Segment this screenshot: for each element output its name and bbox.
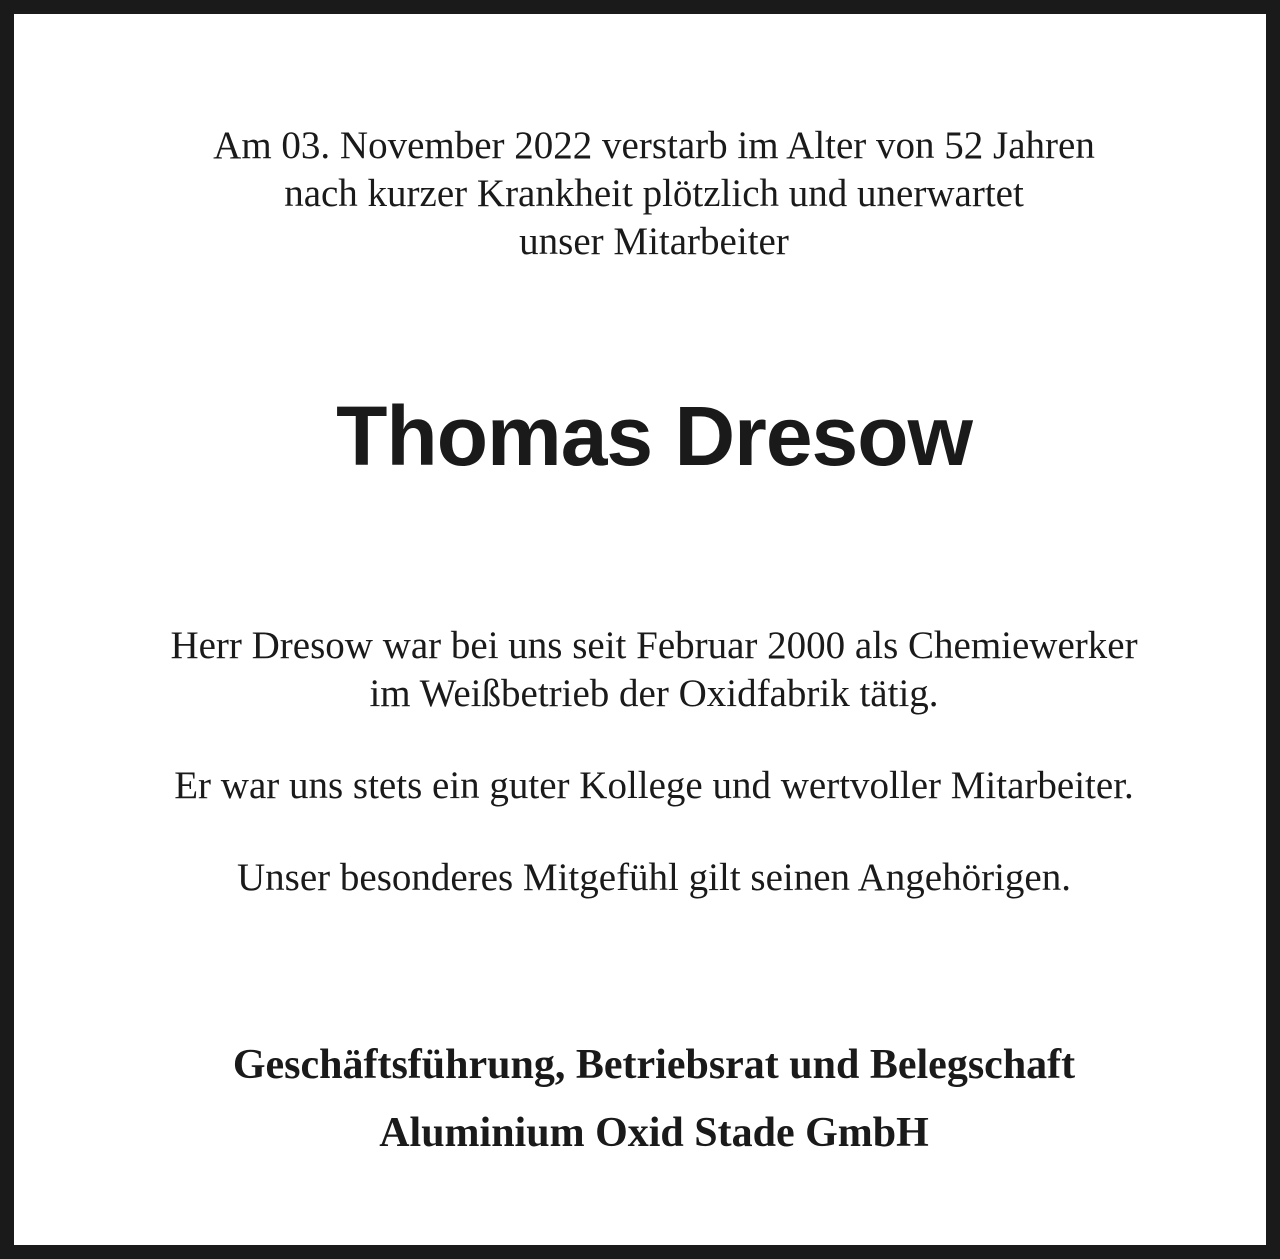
body-line-3: Er war uns stets ein guter Kollege und wertvoller Mitarbeiter.: [174, 764, 1134, 807]
deceased-name: Thomas Dresow: [336, 389, 972, 483]
body-line-1: Herr Dresow war bei uns seit Februar 2000 als Chemiewerker: [170, 624, 1138, 667]
intro-line-3: unser Mitarbeiter: [519, 220, 789, 263]
intro-line-1: Am 03. November 2022 verstarb im Alter von 52 Jahren: [213, 124, 1095, 167]
body-line-2: im Weißbetrieb der Oxidfabrik tätig.: [369, 672, 939, 715]
signature-line-1: Geschäftsführung, Betriebsrat und Belegschaft: [232, 1042, 1076, 1088]
signature-line-2: Aluminium Oxid Stade GmbH: [379, 1110, 929, 1156]
body-line-4: Unser besonderes Mitgefühl gilt seinen Angehörigen.: [237, 856, 1071, 899]
intro-line-2: nach kurzer Krankheit plötzlich und unerwartet: [284, 172, 1024, 215]
